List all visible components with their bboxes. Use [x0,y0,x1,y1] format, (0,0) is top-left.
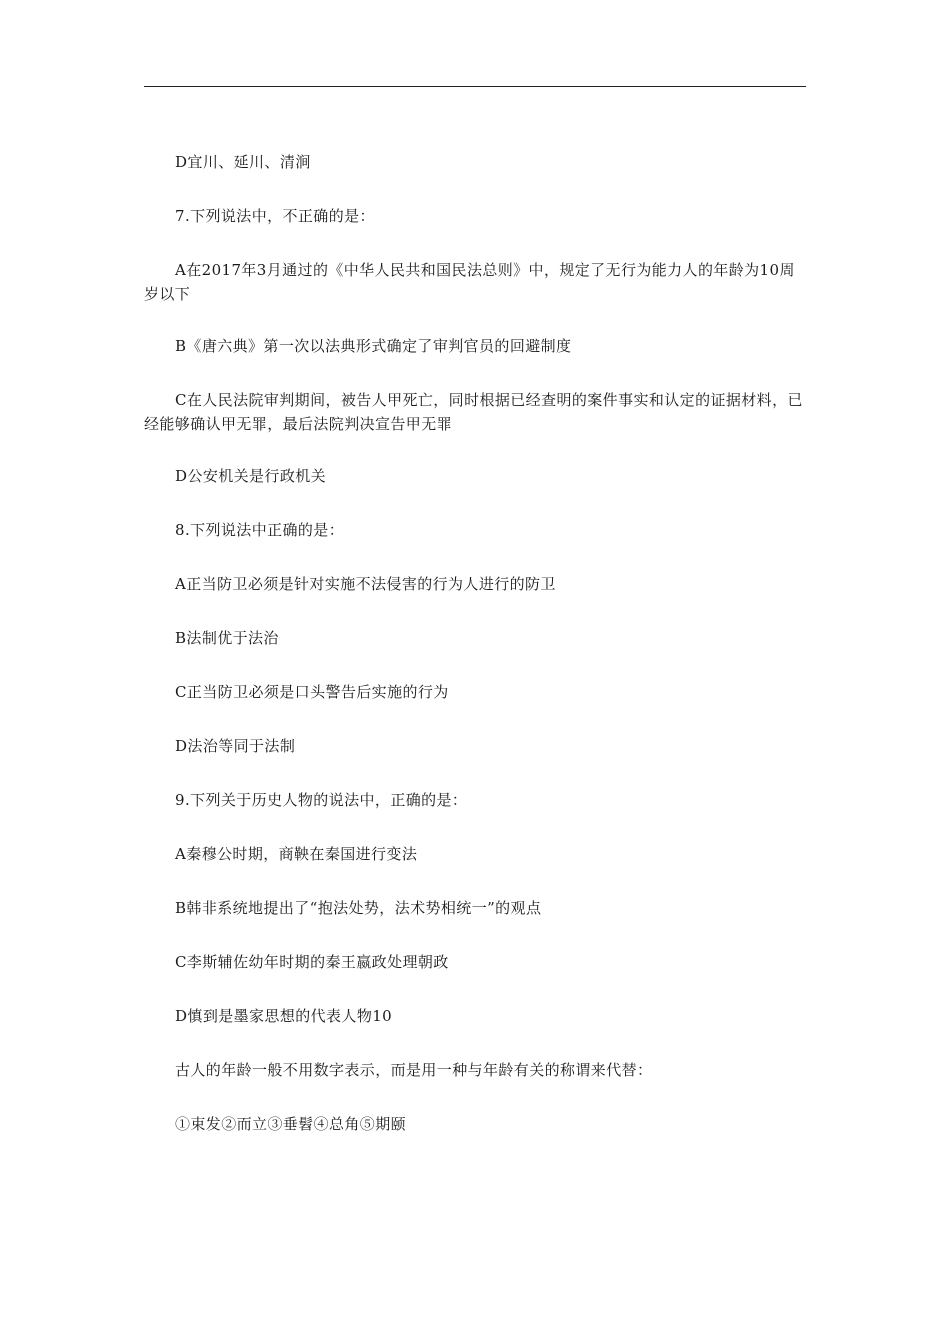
option-d-q7: D公安机关是行政机关 [175,467,327,485]
option-b-q8: B法制优于法治 [175,629,279,647]
option-d-q9: D慎到是墨家思想的代表人物10 [175,1007,393,1025]
option-c-q8: C正当防卫必须是口头警告后实施的行为 [175,683,449,701]
option-d-q6: D宜川、延川、清涧 [175,153,311,171]
option-b-q7: B《唐六典》第一次以法典形式确定了审判官员的回避制度 [175,337,572,355]
question-9: 9.下列关于历史人物的说法中，正确的是： [175,791,468,809]
question-10-intro: 古人的年龄一般不用数字表示，而是用一种与年龄有关的称谓来代替： [175,1061,653,1079]
option-a-q9: A秦穆公时期，商鞅在秦国进行变法 [175,845,418,863]
option-a-q7: A在2017年3月通过的《中华人民共和国民法总则》中，规定了无行为能力人的年龄为10周岁以下 [144,261,795,303]
document-body [144,150,806,1166]
header-rule [144,86,806,87]
option-c-q7: C在人民法院审判期间，被告人甲死亡，同时根据已经查明的案件事实和认定的证据材料，已经能够确认甲无罪，最后法院判决宣告甲无罪 [144,391,803,433]
option-b-q9: B韩非系统地提出了“抱法处势，法术势相统一”的观点 [175,899,542,917]
option-c-q9: C李斯辅佐幼年时期的秦王嬴政处理朝政 [175,953,449,971]
question-10-terms: ①束发②而立③垂髫④总角⑤期颐 [175,1115,407,1133]
question-8: 8.下列说法中正确的是： [175,521,345,539]
option-a-q8: A正当防卫必须是针对实施不法侵害的行为人进行的防卫 [175,575,556,593]
question-7: 7.下列说法中，不正确的是： [175,207,375,225]
option-d-q8: D法治等同于法制 [175,737,296,755]
